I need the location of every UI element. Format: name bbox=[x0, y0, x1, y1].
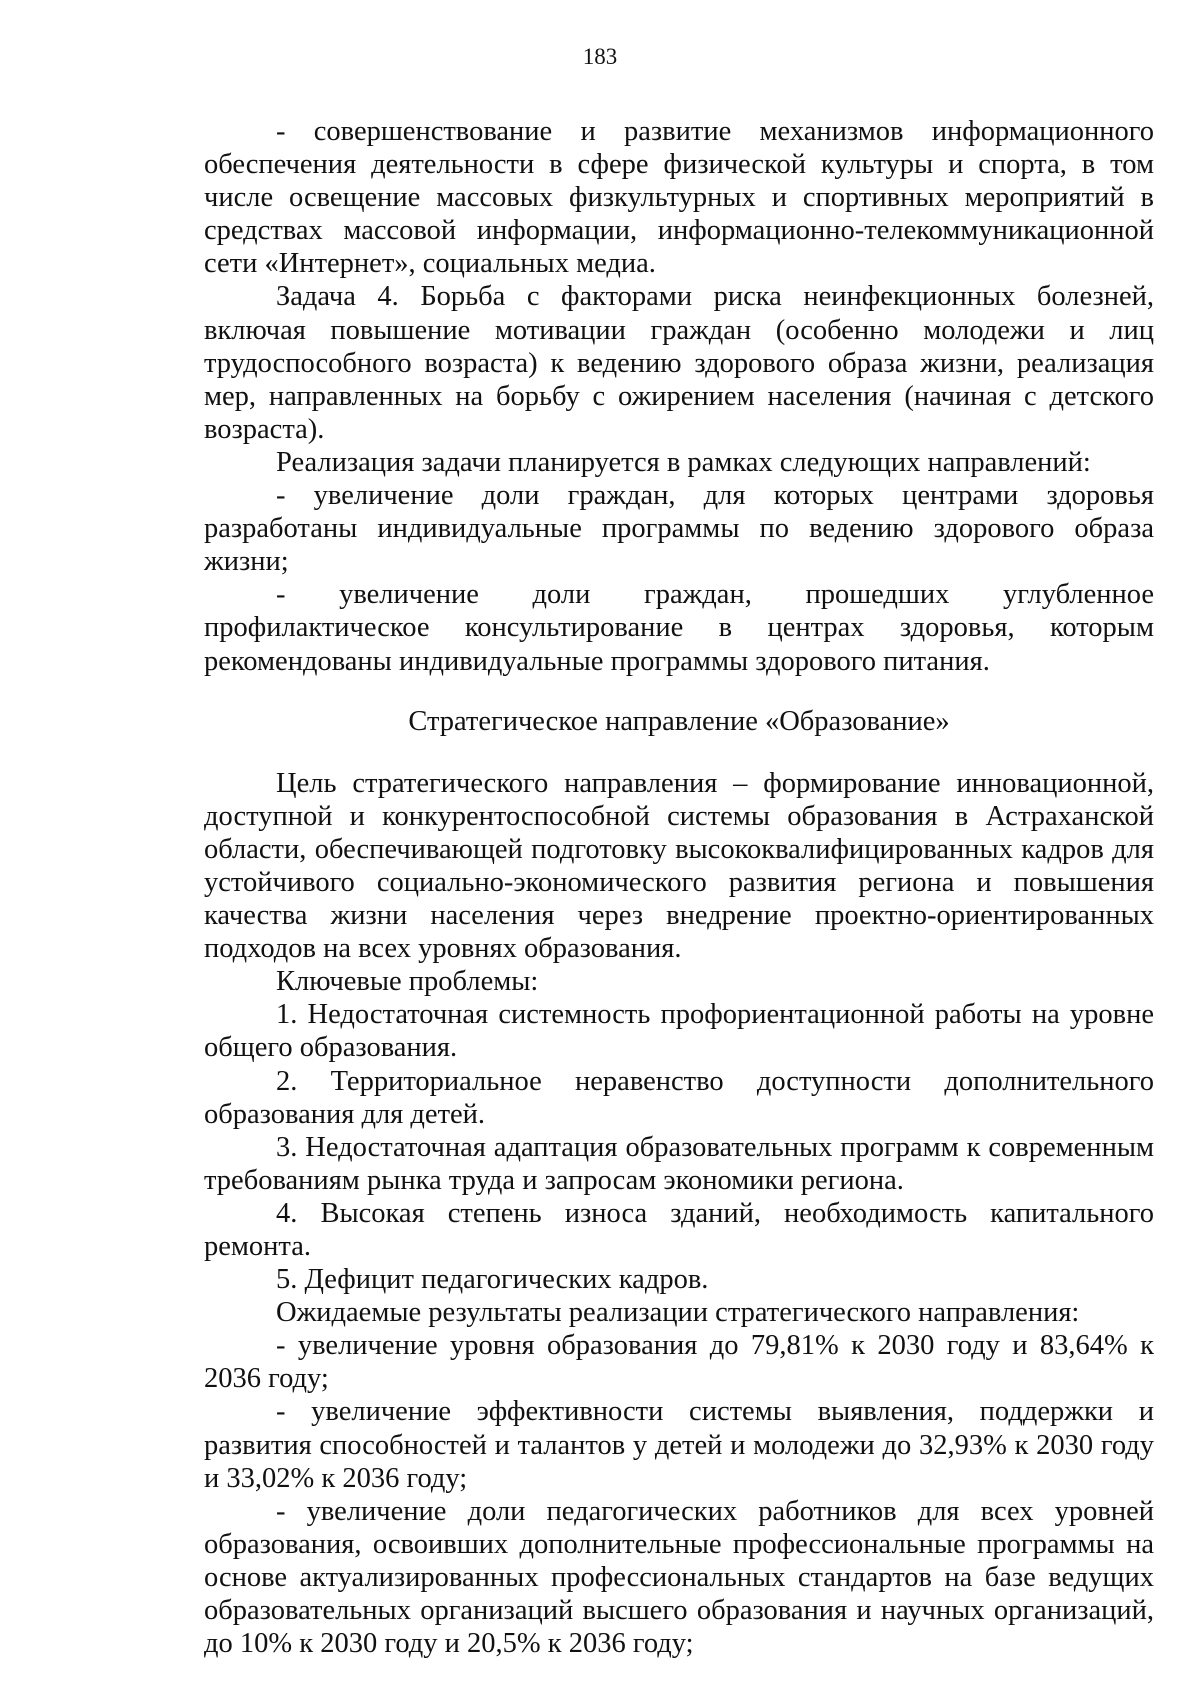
list-item-problem-5: 5. Дефицит педагогических кадров. bbox=[276, 1264, 709, 1296]
paragraph-task-directions: Реализация задачи планируется в рамках следующих направлений: bbox=[276, 446, 1091, 478]
paragraph-health-consulting: - увеличение доли граждан, прошедших углубленное профилактическое консультирование в центрах здоровья, которым рекомендованы индивидуальные программы здорового питания. bbox=[204, 579, 1154, 677]
list-item-problem-3: 3. Недостаточная адаптация образовательных программ к современным требованиям рынка труда и запросам экономики региона. bbox=[204, 1131, 1154, 1196]
paragraph-health-programs: - увеличение доли граждан, для которых центрами здоровья разработаны индивидуальные программы по ведению здорового образа жизни; bbox=[204, 480, 1154, 578]
document-body bbox=[204, 115, 1154, 1660]
paragraph-goal: Цель стратегического направления – формирование инновационной, доступной и конкурентоспособной системы образования в Астраханской области, обеспечивающей подготовку высококвалифицированных кадров для устойчивого социально-экономического развития региона и повышения качества жизни населения через внедрение проектно-ориентированных подходов на всех уровнях образования. bbox=[204, 767, 1154, 965]
paragraph-sport-media: - совершенствование и развитие механизмов информационного обеспечения деятельности в сфере физической культуры и спорта, в том числе освещение массовых физкультурных и спортивных мероприятий в средствах массовой информации, информационно-телекоммуникационной сети «Интернет», социальных медиа. bbox=[204, 116, 1154, 280]
paragraph-key-problems-title: Ключевые проблемы: bbox=[276, 966, 539, 998]
list-item-problem-4: 4. Высокая степень износа зданий, необходимость капитального ремонта. bbox=[204, 1197, 1154, 1262]
paragraph-task-4: Задача 4. Борьба с факторами риска неинфекционных болезней, включая повышение мотивации граждан (особенно молодежи и лиц трудоспособного возраста) к ведению здорового образа жизни, реализация мер, направленных на борьбу с ожирением населения (начиная с детского возраста). bbox=[204, 281, 1154, 445]
section-heading: Стратегическое направление «Образование» bbox=[408, 705, 950, 737]
list-item-result-2: - увеличение эффективности системы выявления, поддержки и развития способностей и талантов у детей и молодежи до 32,93% к 2030 году и 33,02% к 2036 году; bbox=[204, 1396, 1154, 1494]
spacer bbox=[204, 678, 1154, 705]
section-education bbox=[204, 767, 1154, 1661]
list-item-result-1: - увеличение уровня образования до 79,81% к 2030 году и 83,64% к 2036 году; bbox=[204, 1330, 1154, 1395]
list-item-problem-1: 1. Недостаточная системность профориентационной работы на уровне общего образования. bbox=[204, 999, 1154, 1064]
list-item-problem-2: 2. Территориальное неравенство доступности дополнительного образования для детей. bbox=[204, 1065, 1154, 1130]
list-item-result-3: - увеличение доли педагогических работников для всех уровней образования, освоивших дополнительные профессиональные программы на основе актуализированных профессиональных стандартов на базе ведущих образовательных организаций высшего образования и научных организаций, до 10% к 2030 году и 20,5% к 2036 году; bbox=[204, 1495, 1154, 1660]
spacer bbox=[204, 738, 1154, 767]
page-number: 183 bbox=[582, 44, 618, 69]
paragraph-expected-results-title: Ожидаемые результаты реализации стратегического направления: bbox=[276, 1297, 1080, 1329]
section-sport-health bbox=[204, 115, 1154, 678]
